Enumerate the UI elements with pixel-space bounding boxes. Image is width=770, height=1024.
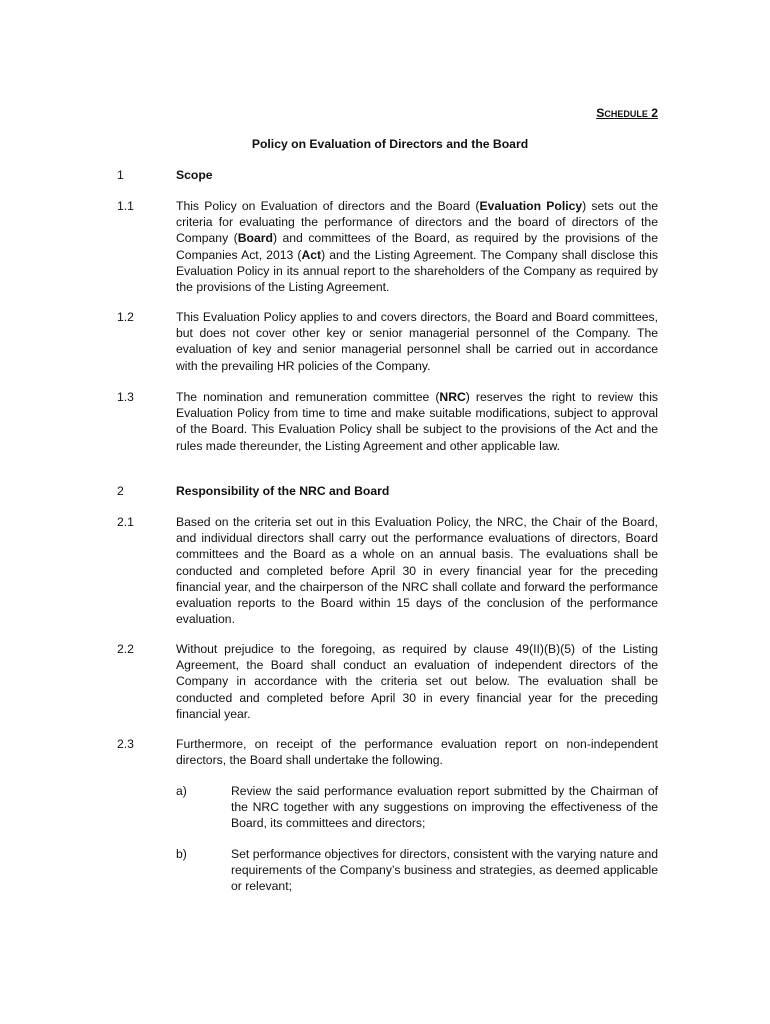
clause-text: The nomination and remuneration committee (NRC) reserves the right to review this Evaluation Policy from time to time and make suitable modifications, subject to approval of the Board. This Evaluation Policy shall be subject to the provisions of the Act and the rules made thereunder, the Listing Agreement and other applicable law.: [176, 390, 659, 453]
subclause-text: Set performance objectives for directors, consistent with the varying nature and requirements of the Company’s business and strategies, as deemed applicable or relevant;: [231, 847, 658, 894]
clause-text: This Policy on Evaluation of directors and the Board (Evaluation Policy) sets out the criteria for evaluating the performance of directors and the board of directors of the Company (Board) and committees of the Board, as required by the provisions of the Companies Act, 2013 (Act) and the Listing Agreement. The Company shall disclose this Evaluation Policy in its annual report to the shareholders of the Company as required by the provisions of the Listing Agreement.: [176, 199, 659, 295]
clause-number: 1.3: [117, 390, 134, 404]
section-heading: Scope: [176, 168, 213, 182]
clause-number: 1.2: [117, 310, 134, 324]
clause-text: Based on the criteria set out in this Evaluation Policy, the NRC, the Chair of the Board, and individual directors shall carry out the performance evaluations of directors, Board committees and the Board as a whole on an annual basis. The evaluations shall be conducted and completed before April 30 in every financial year for the preceding financial year, and the chairperson of the NRC shall collate and forward the performance evaluation reports to the Board within 15 days of the conclusion of the performance evaluation.: [176, 515, 658, 627]
clause-text: This Evaluation Policy applies to and covers directors, the Board and Board committees, but does not cover other key or senior managerial personnel of the Company. The evaluation of key and senior managerial personnel shall be carried out in accordance with the prevailing HR policies of the Company.: [176, 310, 658, 373]
subclause-letter: a): [176, 784, 187, 798]
document-title: Policy on Evaluation of Directors and the Board: [251, 137, 529, 151]
section-heading: Responsibility of the NRC and Board: [176, 484, 390, 498]
schedule-label: Schedule 2: [596, 106, 658, 120]
clause-number: 2.2: [117, 642, 134, 656]
section-number: 2: [117, 484, 124, 498]
subclause-letter: b): [176, 847, 187, 861]
clause-number: 2.3: [117, 737, 134, 751]
clause-number: 1.1: [117, 199, 134, 213]
clause-number: 2.1: [117, 515, 134, 529]
section-number: 1: [117, 168, 124, 182]
subclause-text: Review the said performance evaluation report submitted by the Chairman of the NRC together with any suggestions on improving the effectiveness of the Board, its committees and directors;: [231, 784, 658, 831]
clause-text: Without prejudice to the foregoing, as required by clause 49(II)(B)(5) of the Listing Agreement, the Board shall conduct an evaluation of independent directors of the Company in accordance with the criteria set out below. The evaluation shall be conducted and completed before April 30 in every financial year for the preceding financial year.: [176, 642, 658, 721]
clause-text: Furthermore, on receipt of the performance evaluation report on non-independent directors, the Board shall undertake the following.: [176, 737, 658, 768]
